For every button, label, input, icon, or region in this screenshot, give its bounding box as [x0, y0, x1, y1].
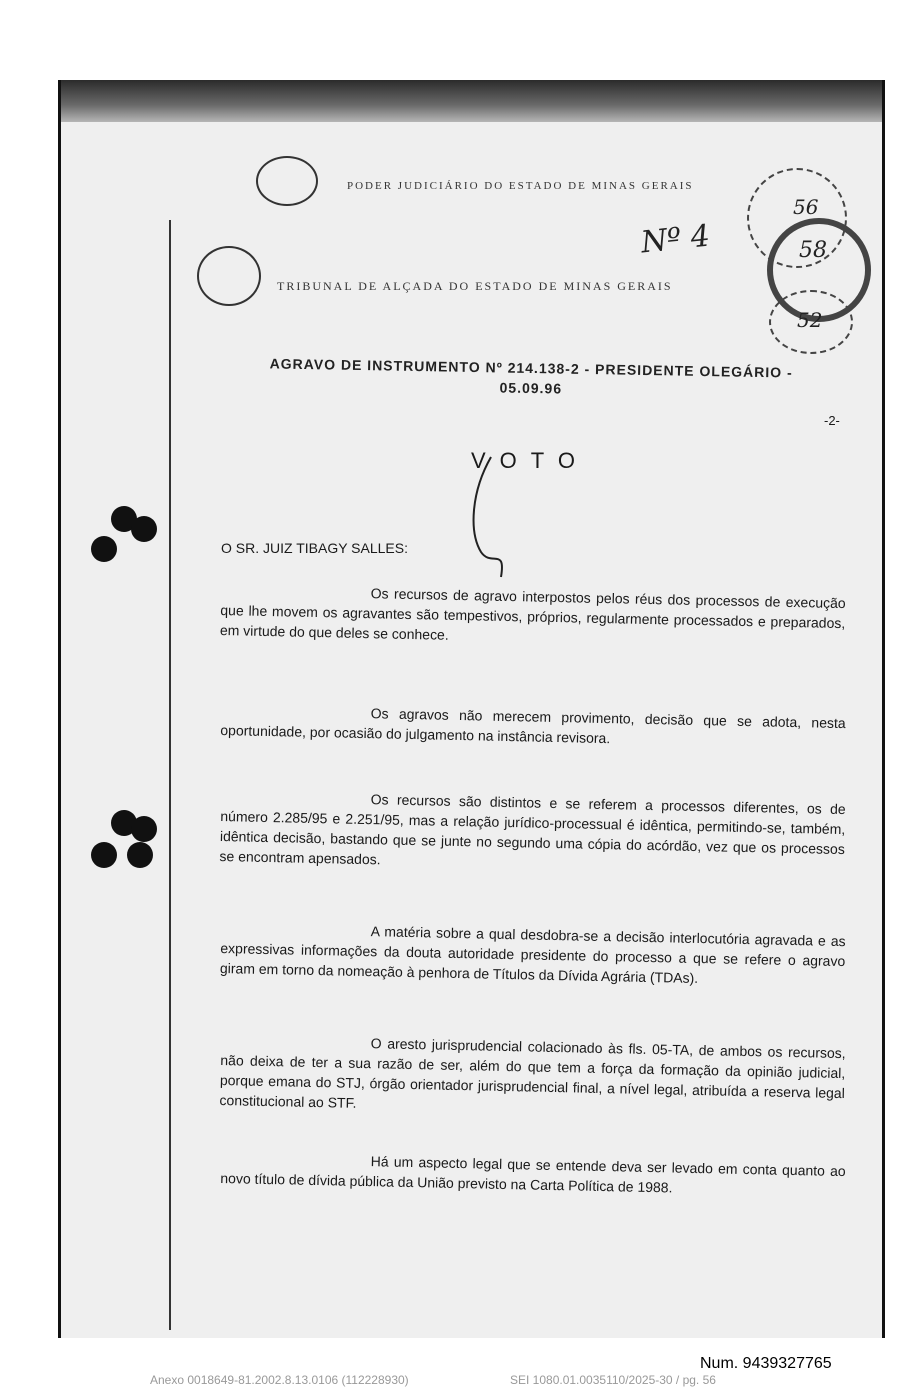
paragraph-1: Os recursos de agravo interpostos pelos réus dos processos de execução que lhe movem os agravantes são tempestivos, próprios, regularmente processados e preparados, em virtude do que deles se conhece. — [219, 585, 846, 643]
document-title: AGRAVO DE INSTRUMENTO Nº 214.138-2 - PRESIDENTE OLEGÁRIO - 05.09.96 — [269, 355, 793, 397]
margin-line — [169, 220, 171, 1330]
voto-heading: VOTO — [471, 448, 589, 473]
punch-hole — [131, 816, 157, 842]
stamp-number-52: 52 — [797, 308, 823, 332]
sei-reference: SEI 1080.01.0035110/2025-30 / pg. 56 — [510, 1373, 716, 1387]
coat-of-arms-seal — [197, 246, 261, 306]
paragraph-3: Os recursos são distintos e se referem a processos diferentes, os de número 2.285/95 e 2.251/95, mas a relação jurídico-processual é idêntica, permitindo-se, também, idêntica decisão, bastando que se junte no segundo uma cópia do acórdão, vez que os processos se encontram apensados. — [219, 791, 846, 868]
scan-shadow-band — [61, 80, 882, 122]
punch-hole — [91, 536, 117, 562]
page-number: -2- — [824, 413, 840, 428]
document-number: Num. 9439327765 — [700, 1355, 832, 1372]
paragraph-2: Os agravos não merecem provimento, decisão que se adota, nesta oportunidade, por ocasião do julgamento na instância revisora. — [220, 705, 846, 747]
handwritten-number: Nº 4 — [639, 218, 712, 261]
handwritten-mark — [461, 452, 521, 582]
annex-reference: Anexo 0018649-81.2002.8.13.0106 (112228930) — [150, 1373, 409, 1387]
stamp-number-56: 56 — [793, 195, 819, 219]
scanned-page — [58, 80, 885, 1338]
paragraph-4: A matéria sobre a qual desdobra-se a decisão interlocutória agravada e as expressivas informações da douta autoridade presidente do processo a que se refere o agravo giram em torno da nomeação à penhora de Títulos da Dívida Agrária (TDAs). — [219, 923, 846, 987]
header-line-2: TRIBUNAL DE ALÇADA DO ESTADO DE MINAS GERAIS — [277, 279, 673, 293]
speaker-line: O SR. JUIZ TIBAGY SALLES: — [221, 540, 408, 556]
stamp-number-58: 58 — [799, 238, 827, 263]
punch-hole — [127, 842, 153, 868]
punch-hole — [91, 842, 117, 868]
punch-hole — [131, 516, 157, 542]
paragraph-5: O aresto jurisprudencial colacionado às fls. 05-TA, de ambos os recursos, não deixa de ter a sua razão de ser, além do que tem a força da formação da opinião judicial, porque emana do STJ, órgão orientador jurisprudencial final, a nível legal, atribuída a reserva legal constitucional ao STF. — [219, 1035, 846, 1111]
coat-of-arms-seal-top — [256, 156, 318, 206]
paragraph-6: Há um aspecto legal que se entende deva ser levado em conta quanto ao novo título de dívida pública da União previsto na Carta Política de 1988. — [220, 1153, 846, 1196]
header-line-1: PODER JUDICIÁRIO DO ESTADO DE MINAS GERAIS — [347, 180, 694, 192]
